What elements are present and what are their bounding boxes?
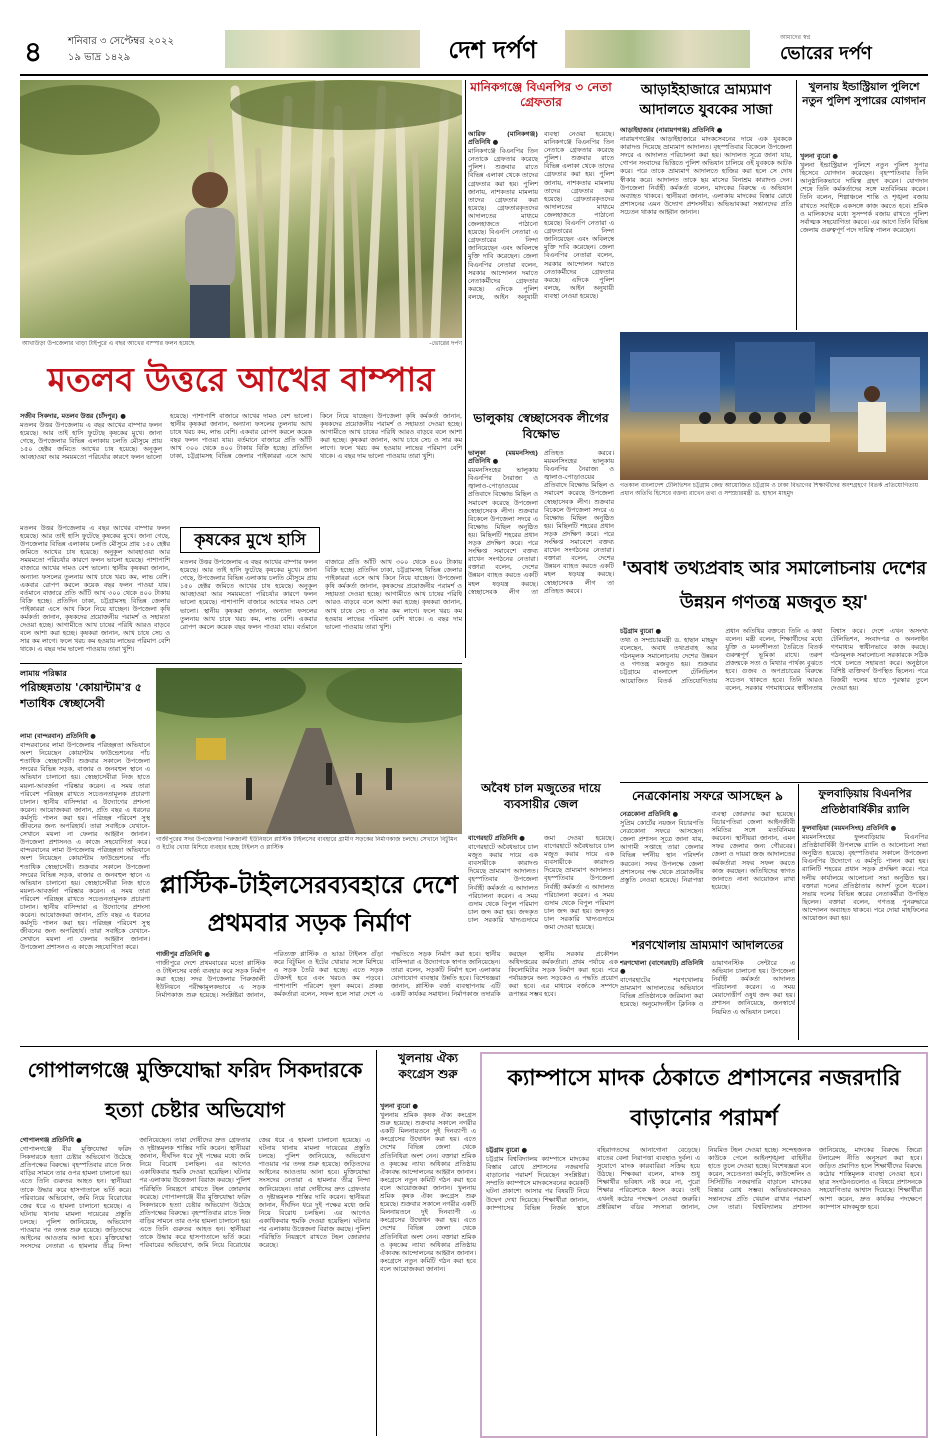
masthead-rule [20, 74, 928, 76]
rule-netro [620, 782, 928, 783]
info-article [620, 627, 928, 777]
lead-headline: মতলব উত্তরে আখের বাম্পার [47, 360, 435, 399]
lead-article-body-3: মতলব উত্তর উপজেলায় এ বছর আখের বাম্পার ফলন হয়েছে। আর তাই হাসি ফুটেছে কৃষকের মুখে। জানা গেছে, উপজেলার বিভিন্ন এলাকায় চলতি মৌসুমে প্রায় ১৫০ হেক্টর জমিতে আখের চাষ হয়েছে। অনুকূল আবহাওয়া আর সময়মতো পরিচর্যার কারণে ফলন ভালো হয়েছে। পাশাপাশি বাজারে আখের দামও বেশ ভালো। স্থানীয় কৃষকরা জানান, অন্যান্য ফসলের তুলনায় আখ চাষে খরচ কম, লাভ বেশি। একবার রোপণ করলে কয়েক বছর ফলন পাওয়া যায়। বর্তমানে বাজারে প্রতি আঁটি আখ ৩০০ থেকে ৪০০ টাকায় বিক্রি হচ্ছে। প্রতিদিন ঢাকা, চট্টগ্রামসহ বিভিন্ন জেলার পাইকাররা এসে আখ কিনে নিয়ে যাচ্ছেন। উপজেলা কৃষি কর্মকর্তা জানান, কৃষকদের প্রয়োজনীয় পরামর্শ ও সহায়তা দেওয়া হচ্ছে। আগামীতে আখ চাষের পরিধি আরও বাড়বে বলে আশা করা হচ্ছে। কৃষকরা জানান, আখ চাষে সেচ ও সার কম লাগে। ফলে খরচ কম হওয়ায় লাভের পরিমাণ বেশি থাকে। এ বছর দাম ভালো পাওয়ায় তারা খুশি। [180, 558, 462, 631]
rice-body: বাগেরহাটে অবৈধভাবে চাল মজুত করার দায়ে এক ব্যবসায়ীকে কারাদণ্ড দিয়েছে ভ্রাম্যমাণ আদালত। বৃহস্পতিবার উপজেলা নির্বাহী কর্মকর্তা এ আদালত পরিচালনা করেন। এ সময় গুদাম থেকে বিপুল পরিমাণ চাল জব্দ করা হয়। জব্দকৃত চাল সরকারি খাদ্যগুদামে জমা দেওয়া হয়েছে। [468, 834, 614, 924]
plastic-headline: প্লাস্টিক-টাইলসেরব্যবহারে দেশে প্রথমবার সড়ক নির্মাণ [159, 870, 459, 937]
bhaluka-article: ভালুকা (ময়মনসিংহ) প্রতিনিধি ● ময়মনসিংহের ভালুকায় বিএনপির নৈরাজ্য ও জ্বালাও-পোড়াওয়ের প্রতিবাদে বিক্ষোভ মিছিল ও সমাবেশ করেছে উপজেলা স্বেচ্ছাসেবক লীগ। শুক্রবার বিকেলে উপজেলা সদরে এ বিক্ষোভ মিছিল অনুষ্ঠিত হয়। মিছিলটি শহরের প্রধান সড়ক প্রদক্ষিণ করে। পরে সংক্ষিপ্ত সমাবেশে বক্তব্য রাখেন সংগঠনের নেতারা। বক্তারা বলেন, দেশের উন্নয়ন ব্যাহত করতে একটি মহল ষড়যন্ত্র করছে। স্বেচ্ছাসেবক লীগ তা প্রতিহত করবে। ময়মনসিংহের ভালুকায় বিএনপির নৈরাজ্য ও জ্বালাও-পোড়াওয়ের প্রতিবাদে বিক্ষোভ মিছিল ও সমাবেশ করেছে উপজেলা স্বেচ্ছাসেবক লীগ। শুক্রবার বিকেলে উপজেলা সদরে এ বিক্ষোভ মিছিল অনুষ্ঠিত হয়। মিছিলটি শহরের প্রধান সড়ক প্রদক্ষিণ করে। পরে সংক্ষিপ্ত সমাবেশে বক্তব্য রাখেন সংগঠনের নেতারা। বক্তারা বলেন, দেশের উন্নয়ন ব্যাহত করতে একটি মহল ষড়যন্ত্র করছে। স্বেচ্ছাসেবক লীগ তা প্রতিহত করবে। [468, 449, 614, 596]
rice-headline: অবৈধ চাল মজুতের দায়ে ব্যবসায়ীর জেল [481, 781, 601, 811]
gopal-article: গোপালগঞ্জ প্রতিনিধি ● গোপালগঞ্জে বীর মুক্তিযোদ্ধা ফরিদ সিকদারকে হত্যা চেষ্টার অভিযোগ উঠেছে প্রতিপক্ষের বিরুদ্ধে। বৃহস্পতিবার রাতে নিজ বাড়ির সামনে তার ওপর হামলা চালানো হয়। এতে তিনি গুরুতর আহত হন। স্থানীয়রা তাকে উদ্ধার করে হাসপাতালে ভর্তি করে। পরিবারের অভিযোগ, জমি নিয়ে বিরোধের জের ধরে এ হামলা চালানো হয়েছে। এ ঘটনায় থানায় মামলা দায়েরের প্রস্তুতি চলছে। পুলিশ জানিয়েছে, অভিযোগ পাওয়ার পর তদন্ত শুরু হয়েছে। জড়িতদের আইনের আওতায় আনা হবে। মুক্তিযোদ্ধা সংসদের নেতারা এ হামলার তীব্র নিন্দা জানিয়েছেন। তারা দোষীদের দ্রুত গ্রেফতার ও দৃষ্টান্তমূলক শাস্তির দাবি করেন। স্থানীয়রা জানান, দীর্ঘদিন ধরে দুই পক্ষের মধ্যে জমি নিয়ে বিরোধ চলছিল। এর আগেও একাধিকবার হুমকি দেওয়া হয়েছিল। ঘটনার পর এলাকায় উত্তেজনা বিরাজ করছে। পুলিশ পরিস্থিতি নিয়ন্ত্রণে রাখতে টহল জোরদার করেছে। গোপালগঞ্জে বীর মুক্তিযোদ্ধা ফরিদ সিকদারকে হত্যা চেষ্টার অভিযোগ উঠেছে প্রতিপক্ষের বিরুদ্ধে। বৃহস্পতিবার রাতে নিজ বাড়ির সামনে তার ওপর হামলা চালানো হয়। এতে তিনি গুরুতর আহত হন। স্থানীয়রা তাকে উদ্ধার করে হাসপাতালে ভর্তি করে। পরিবারের অভিযোগ, জমি নিয়ে বিরোধের জের ধরে এ হামলা চালানো হয়েছে। এ ঘটনায় থানায় মামলা দায়েরের প্রস্তুতি চলছে। পুলিশ জানিয়েছে, অভিযোগ পাওয়ার পর তদন্ত শুরু হয়েছে। জড়িতদের আইনের আওতায় আনা হবে। মুক্তিযোদ্ধা সংসদের নেতারা এ হামলার তীব্র নিন্দা জানিয়েছেন। তারা দোষীদের দ্রুত গ্রেফতার ও দৃষ্টান্তমূলক শাস্তির দাবি করেন। স্থানীয়রা জানান, দীর্ঘদিন ধরে দুই পক্ষের মধ্যে জমি নিয়ে বিরোধ চলছিল। এর আগেও একাধিকবার হুমকি দেওয়া হয়েছিল। ঘটনার পর এলাকায় উত্তেজনা বিরাজ করছে। পুলিশ পরিস্থিতি নিয়ন্ত্রণে রাখতে টহল জোরদার করেছে। [20, 1136, 370, 1251]
col-divider-2 [796, 80, 797, 330]
rice-byline: বাগেরহাট প্রতিনিধি ● [468, 834, 525, 842]
manikganj-article: আরিফ (মানিকগঞ্জ) প্রতিনিধি ● মানিকগঞ্জে বিএনপির তিন নেতাকে গ্রেফতার করেছে পুলিশ। শুক্রবার রাতে বিভিন্ন এলাকা থেকে তাদের গ্রেফতার করা হয়। পুলিশ জানায়, নাশকতার মামলায় তাদের গ্রেফতার করা হয়েছে। গ্রেফতারকৃতদের আদালতের মাধ্যমে জেলহাজতে পাঠানো হয়েছে। বিএনপি নেতারা এ গ্রেফতারের নিন্দা জানিয়েছেন এবং অবিলম্বে মুক্তি দাবি করেছেন। জেলা বিএনপির নেতারা বলেন, সরকার আন্দোলন দমাতে নেতাকর্মীদের গ্রেফতার করছে। এদিকে পুলিশ বলছে, আইন অনুযায়ী ব্যবস্থা নেওয়া হয়েছে। মানিকগঞ্জে বিএনপির তিন নেতাকে গ্রেফতার করেছে পুলিশ। শুক্রবার রাতে বিভিন্ন এলাকা থেকে তাদের গ্রেফতার করা হয়। পুলিশ জানায়, নাশকতার মামলায় তাদের গ্রেফতার করা হয়েছে। গ্রেফতারকৃতদের আদালতের মাধ্যমে জেলহাজতে পাঠানো হয়েছে। বিএনপি নেতারা এ গ্রেফতারের নিন্দা জানিয়েছেন এবং অবিলম্বে মুক্তি দাবি করেছেন। জেলা বিএনপির নেতারা বলেন, সরকার আন্দোলন দমাতে নেতাকর্মীদের গ্রেফতার করছে। এদিকে পুলিশ বলছে, আইন অনুযায়ী ব্যবস্থা নেওয়া হয়েছে। [468, 130, 614, 301]
farmer-figure [185, 172, 235, 338]
netro-article [620, 810, 795, 932]
unity-byline: খুলনা ব্যুরো ● [380, 1102, 418, 1110]
lama-byline: লামা (বান্দরবান) প্রতিনিধি ● [20, 732, 96, 740]
masthead-photo-strip-right [565, 30, 750, 68]
col-divider-1 [465, 80, 466, 658]
info-body: তথ্য ও সম্প্রচারমন্ত্রী ড. হাছান মাহমুদ বলেছেন, অবাধ তথ্যপ্রবাহ আর গঠনমূলক সমালোচনায় দেশের উন্নয়ন ও গণতন্ত্র মজবুত হয়। শুক্রবার চট্টগ্রামে বাংলাদেশ টেলিভিশন আয়োজিত বিতর্ক প্রতিযোগিতায় প্রধান অতিথির বক্তব্যে তিনি এ কথা বলেন। মন্ত্রী বলেন, শিক্ষার্থীদের মধ্যে যুক্তি ও মননশীলতা তৈরিতে বিতর্ক গুরুত্বপূর্ণ ভূমিকা রাখে। তরুণ প্রজন্মকে সত্য ও মিথ্যার পার্থক্য বুঝতে হবে। গুজব ও অপপ্রচারের বিরুদ্ধে সচেতন থাকতে হবে। তিনি আরও বলেন, সরকার গণমাধ্যমের স্বাধীনতায় বিশ্বাস করে। দেশে এখন অসংখ্য টেলিভিশন, সংবাদপত্র ও অনলাইন গণমাধ্যম স্বাধীনভাবে কাজ করছে। গঠনমূলক সমালোচনা সরকারকে সঠিক পথে চলতে সহায়তা করে। অনুষ্ঠানে বিশিষ্ট ব্যক্তিবর্গ উপস্থিত ছিলেন। পরে বিজয়ী দলের হাতে পুরস্কার তুলে দেওয়া হয়। [620, 627, 928, 692]
campus-box [480, 1052, 928, 1438]
bhaluka-headline: ভালুকায় স্বেচ্ছাসেবক লীগের বিক্ষোভ [473, 411, 609, 441]
fulbaria-headline: ফুলবাড়িয়ায় বিএনপির প্রতিষ্ঠাবার্ষিকীর র‍্যালি [818, 788, 912, 816]
info-byline: চট্টগ্রাম ব্যুরো ● [620, 627, 662, 635]
manikganj-byline: আরিফ (মানিকগঞ্জ) প্রতিনিধি ● [468, 130, 538, 147]
road-scene [156, 668, 462, 834]
campus-headline: ক্যাম্পাসে মাদক ঠেকাতে প্রশাসনের নজরদারি বাড়ানোর পরামর্শ [507, 1065, 901, 1131]
fulbaria-article [802, 824, 928, 1040]
lead-body-text: মতলব উত্তর উপজেলায় এ বছর আখের বাম্পার ফলন হয়েছে। আর তাই হাসি ফুটেছে কৃষকের মুখে। জানা গেছে, উপজেলার বিভিন্ন এলাকায় চলতি মৌসুমে প্রায় ১৫০ হেক্টর জমিতে আখের চাষ হয়েছে। অনুকূল আবহাওয়া আর সময়মতো পরিচর্যার কারণে ফলন ভালো হয়েছে। পাশাপাশি বাজারে আখের দামও বেশ ভালো। স্থানীয় কৃষকরা জানান, অন্যান্য ফসলের তুলনায় আখ চাষে খরচ কম, লাভ বেশি। একবার রোপণ করলে কয়েক বছর ফলন পাওয়া যায়। বর্তমানে বাজারে প্রতি আঁটি আখ ৩০০ থেকে ৪০০ টাকায় বিক্রি হচ্ছে। প্রতিদিন ঢাকা, চট্টগ্রামসহ বিভিন্ন জেলার পাইকাররা এসে আখ কিনে নিয়ে যাচ্ছেন। উপজেলা কৃষি কর্মকর্তা জানান, কৃষকদের প্রয়োজনীয় পরামর্শ ও সহায়তা দেওয়া হচ্ছে। আগামীতে আখ চাষের পরিধি আরও বাড়বে বলে আশা করা হচ্ছে। কৃষকরা জানান, আখ চাষে সেচ ও সার কম লাগে। ফলে খরচ কম হওয়ায় লাভের পরিমাণ বেশি থাকে। এ বছর দাম ভালো পাওয়ায় তারা খুশি। [20, 412, 462, 462]
lama-headline: পরিচ্ছন্নতায় 'কোয়ান্টাম'র ৫ শতাধিক স্বেচ্ছাসেবী [20, 681, 142, 710]
araihazar-byline: আড়াইহাজার (নারায়ণগঞ্জ) প্রতিনিধি ● [620, 126, 723, 134]
unity-article: খুলনা ব্যুরো ● খুলনায় শ্রমিক কৃষক ঐক্য কংগ্রেস শুরু হয়েছে। শুক্রবার সকালে নগরীর একটি মিলনায়তনে দুই দিনব্যাপী এ কংগ্রেসের উদ্বোধন করা হয়। এতে দেশের বিভিন্ন জেলা থেকে প্রতিনিধিরা অংশ নেন। বক্তারা শ্রমিক ও কৃষকের ন্যায্য অধিকার প্রতিষ্ঠায় ঐক্যবদ্ধ আন্দোলনের আহ্বান জানান। কংগ্রেসে নতুন কমিটি গঠন করা হবে বলে আয়োজকরা জানান। খুলনায় শ্রমিক কৃষক ঐক্য কংগ্রেস শুরু হয়েছে। শুক্রবার সকালে নগরীর একটি মিলনায়তনে দুই দিনব্যাপী এ কংগ্রেসের উদ্বোধন করা হয়। এতে দেশের বিভিন্ন জেলা থেকে প্রতিনিধিরা অংশ নেন। বক্তারা শ্রমিক ও কৃষকের ন্যায্য অধিকার প্রতিষ্ঠায় ঐক্যবদ্ধ আন্দোলনের আহ্বান জানান। কংগ্রেসে নতুন কমিটি গঠন করা হবে বলে আয়োজকরা জানান। [380, 1102, 476, 1273]
gopal-headline: গোপালগঞ্জে মুক্তিযোদ্ধা ফরিদ সিকদারকে হত্যা চেষ্টার অভিযোগ [27, 1058, 363, 1122]
section-title: দেশ দর্পণ [448, 35, 537, 64]
sharan-headline: শরণখোলায় ভ্রাম্যমাণ আদালতের [631, 938, 784, 952]
rule-lama [20, 663, 462, 664]
khulna-police-headline: খুলনায় ইন্ডাস্ট্রিয়াল পুলিশে নতুন পুলিশ সুপারের যোগদান [802, 81, 926, 107]
debate-photo [620, 332, 928, 480]
paper-logo: ভোরের দর্পণ [780, 43, 872, 64]
road-photo [156, 668, 462, 834]
col-divider-4 [376, 1050, 377, 1436]
lama-kicker: লামায় পরিষ্কার [20, 669, 67, 678]
netro-headline: নেত্রকোনায় সফরে আসছেন ৯ [632, 788, 783, 803]
debate-stage [620, 332, 928, 480]
campus-body: চট্টগ্রাম বিশ্ববিদ্যালয় ক্যাম্পাসে মাদকের বিস্তার রোধে প্রশাসনের নজরদারি বাড়ানোর পরামর্শ দিয়েছেন সংশ্লিষ্টরা। সম্প্রতি ক্যাম্পাসে মাদকসেবনের কয়েকটি ঘটনা প্রকাশ্যে আসার পর বিষয়টি নিয়ে উদ্বেগ দেখা দিয়েছে। শিক্ষার্থীরা জানান, ক্যাম্পাসের বিভিন্ন নির্জন স্থানে বহিরাগতদের আনাগোনা বেড়েছে। রাতের বেলা নিরাপত্তা ব্যবস্থাও দুর্বল। এ সুযোগে মাদক কারবারিরা সক্রিয় হয়ে উঠছে। শিক্ষকরা বলেন, মাদক শুধু শিক্ষার্থীর ভবিষ্যৎ নষ্ট করে না, পুরো শিক্ষার পরিবেশকে ধ্বংস করে। তাই এখনই কঠোর পদক্ষেপ নেওয়া জরুরি। প্রক্টরিয়াল বডির সদস্যরা জানান, নিয়মিত টহল দেওয়া হচ্ছে। সন্দেহজনক কাউকে পেলে আইনশৃঙ্খলা বাহিনীর হাতে তুলে দেওয়া হচ্ছে। বিশেষজ্ঞরা মনে করেন, সচেতনতা কর্মসূচি, কাউন্সেলিং ও সিসিটিভি নজরদারি বাড়ালে মাদকের বিস্তার রোধ সম্ভব। অভিভাবকদেরও সন্তানদের প্রতি খেয়াল রাখার পরামর্শ দেন তারা। বিশ্ববিদ্যালয় প্রশাসন জানিয়েছে, মাদকের বিরুদ্ধে জিরো টলারেন্স নীতি অনুসরণ করা হবে। জড়িত প্রমাণিত হলে শিক্ষার্থীদের বিরুদ্ধে কঠোর শাস্তিমূলক ব্যবস্থা নেওয়া হবে। ছাত্র সংগঠনগুলোও এ বিষয়ে প্রশাসনকে সহযোগিতার আশ্বাস দিয়েছে। শিক্ষার্থীরা আশা করেন, দ্রুত কার্যকর পদক্ষেপে ক্যাম্পাস মাদকমুক্ত হবে। [486, 1146, 922, 1212]
manikganj-headline: মানিকগঞ্জে বিএনপির ৩ নেতা গ্রেফতার [470, 80, 612, 109]
campus-article [486, 1146, 922, 1432]
rice-article: বাগেরহাট প্রতিনিধি ● বাগেরহাটে অবৈধভাবে চাল মজুত করার দায়ে এক ব্যবসায়ীকে কারাদণ্ড দিয়েছে ভ্রাম্যমাণ আদালত। বৃহস্পতিবার উপজেলা নির্বাহী কর্মকর্তা এ আদালত পরিচালনা করেন। এ সময় গুদাম থেকে বিপুল পরিমাণ চাল জব্দ করা হয়। জব্দকৃত চাল সরকারি খাদ্যগুদামে জমা দেওয়া হয়েছে। বাগেরহাটে অবৈধভাবে চাল মজুত করার দায়ে এক ব্যবসায়ীকে কারাদণ্ড দিয়েছে ভ্রাম্যমাণ আদালত। বৃহস্পতিবার উপজেলা নির্বাহী কর্মকর্তা এ আদালত পরিচালনা করেন। এ সময় গুদাম থেকে বিপুল পরিমাণ চাল জব্দ করা হয়। জব্দকৃত চাল সরকারি খাদ্যগুদামে জমা দেওয়া হয়েছে। [468, 834, 614, 932]
sugarcane-photo [20, 80, 462, 338]
bhaluka-byline: ভালুকা (ময়মনসিংহ) প্রতিনিধি ● [468, 449, 538, 466]
netro-body: সুপ্রিম কোর্টের নয়জন বিচারপতি নেত্রকোনা সফরে আসছেন। জেলা প্রশাসন সূত্রে জানা যায়, আগামী সপ্তাহে তারা জেলার বিভিন্ন দর্শনীয় স্থান পরিদর্শন করবেন। সফর উপলক্ষে জেলা প্রশাসনের পক্ষ থেকে প্রয়োজনীয় প্রস্তুতি নেওয়া হয়েছে। নিরাপত্তা ব্যবস্থা জোরদার করা হয়েছে। বিচারপতিরা জেলা আইনজীবী সমিতির সঙ্গে মতবিনিময় করবেন। স্থানীয়রা জানান, এমন সফর জেলার জন্য গৌরবের। জেলা ও দায়রা জজ আদালতের কর্মকর্তারা সফর সফল করতে কাজ করছেন। অতিথিদের স্বাগত জানাতে নানা আয়োজন রাখা হয়েছে। [620, 810, 795, 891]
road-caption: গাজীপুরের সদর উপজেলার পিরুজালী ইউনিয়নে প্লাস্টিক টাইলসের ব্যবহারে গ্রামীণ সড়কের নির্মাণকাজ চলছে। সেখানে বিটুমিন ও ইটের খোয়া মিশিয়ে ব্যবহার হচ্ছে টাইলস ও প্লাস্টিক [156, 836, 458, 851]
date-line-2: ১৯ ভাদ্র ১৪২৯ [68, 52, 131, 63]
sugarcane-stalks [20, 80, 462, 338]
fulbaria-byline: ফুলবাড়িয়া (ময়মনসিংহ) প্রতিনিধি ● [802, 824, 897, 832]
plastic-body: গাজীপুরে দেশে প্রথমবারের মতো প্লাস্টিক ও টাইলসের বর্জ্য ব্যবহার করে সড়ক নির্মাণ করা হচ্ছে। সদর উপজেলার পিরুজালী ইউনিয়নে পরীক্ষামূলকভাবে এ সড়ক নির্মাণকাজ শুরু হয়েছে। সংশ্লিষ্টরা জানান, পরিত্যক্ত প্লাস্টিক ও ভাঙা টাইলস গুঁড়া করে বিটুমিন ও ইটের খোয়ার সঙ্গে মিশিয়ে এ সড়ক তৈরি করা হচ্ছে। এতে সড়ক টেকসই হবে এবং খরচও কম পড়বে। পাশাপাশি পরিবেশ দূষণ কমবে। প্রকল্প কর্মকর্তারা বলেন, সফল হলে সারা দেশে এ পদ্ধতিতে সড়ক নির্মাণ করা হবে। স্থানীয় বাসিন্দারা এ উদ্যোগকে স্বাগত জানিয়েছেন। তারা বলেন, সড়কটি নির্মাণ হলে এলাকার যোগাযোগ ব্যবস্থার উন্নতি হবে। বিশেষজ্ঞরা জানান, প্লাস্টিক বর্জ্য ব্যবস্থাপনায় এটি একটি কার্যকর সমাধান। নির্মাণকাজ তদারকি করছেন স্থানীয় সরকার প্রকৌশল অধিদপ্তরের কর্মকর্তারা। প্রথম পর্যায়ে এক কিলোমিটার সড়ক নির্মাণ করা হবে। পরে পর্যায়ক্রমে অন্য সড়কেও এ পদ্ধতি প্রয়োগ করা হবে। এর মাধ্যমে বর্জ্যকে সম্পদে রূপান্তর সম্ভব হবে। [156, 950, 618, 1000]
araihazar-body: নারায়ণগঞ্জের আড়াইহাজারে মাদকসেবনের দায়ে এক যুবককে কারাদণ্ড দিয়েছে ভ্রাম্যমাণ আদালত। বৃহস্পতিবার বিকেলে উপজেলা সদরে এ আদালত পরিচালনা করা হয়। আদালত সূত্রে জানা যায়, গোপন সংবাদের ভিত্তিতে পুলিশ অভিযান চালিয়ে ওই যুবককে আটক করে। পরে তাকে ভ্রাম্যমাণ আদালতে হাজির করা হলে সে দোষ স্বীকার করে। আদালত তাকে ছয় মাসের বিনাশ্রম কারাদণ্ড দেন। উপজেলা নির্বাহী কর্মকর্তা বলেন, মাদকের বিরুদ্ধে এ অভিযান অব্যাহত থাকবে। স্থানীয়রা জানান, এলাকায় মাদকের বিস্তার রোধে প্রশাসনের এমন উদ্যোগ প্রশংসনীয়। অভিভাবকরা সন্তানদের প্রতি সচেতন থাকার আহ্বান জানান। [620, 135, 792, 216]
araihazar-article [620, 126, 792, 326]
masthead [20, 28, 928, 72]
gopal-body: গোপালগঞ্জে বীর মুক্তিযোদ্ধা ফরিদ সিকদারকে হত্যা চেষ্টার অভিযোগ উঠেছে প্রতিপক্ষের বিরুদ্ধে। বৃহস্পতিবার রাতে নিজ বাড়ির সামনে তার ওপর হামলা চালানো হয়। এতে তিনি গুরুতর আহত হন। স্থানীয়রা তাকে উদ্ধার করে হাসপাতালে ভর্তি করে। পরিবারের অভিযোগ, জমি নিয়ে বিরোধের জের ধরে এ হামলা চালানো হয়েছে। এ ঘটনায় থানায় মামলা দায়েরের প্রস্তুতি চলছে। পুলিশ জানিয়েছে, অভিযোগ পাওয়ার পর তদন্ত শুরু হয়েছে। জড়িতদের আইনের আওতায় আনা হবে। মুক্তিযোদ্ধা সংসদের নেতারা এ হামলার তীব্র নিন্দা জানিয়েছেন। তারা দোষীদের দ্রুত গ্রেফতার ও দৃষ্টান্তমূলক শাস্তির দাবি করেন। স্থানীয়রা জানান, দীর্ঘদিন ধরে দুই পক্ষের মধ্যে জমি নিয়ে বিরোধ চলছিল। এর আগেও একাধিকবার হুমকি দেওয়া হয়েছিল। ঘটনার পর এলাকায় উত্তেজনা বিরাজ করছে। পুলিশ পরিস্থিতি নিয়ন্ত্রণে রাখতে টহল জোরদার করেছে। [20, 1136, 251, 1251]
lead-article-body-2: মতলব উত্তর উপজেলায় এ বছর আখের বাম্পার ফলন হয়েছে। আর তাই হাসি ফুটেছে কৃষকের মুখে। জানা গেছে, উপজেলার বিভিন্ন এলাকায় চলতি মৌসুমে প্রায় ১৫০ হেক্টর জমিতে আখের চাষ হয়েছে। অনুকূল আবহাওয়া আর সময়মতো পরিচর্যার কারণে ফলন ভালো হয়েছে। পাশাপাশি বাজারে আখের দামও বেশ ভালো। স্থানীয় কৃষকরা জানান, অন্যান্য ফসলের তুলনায় আখ চাষে খরচ কম, লাভ বেশি। একবার রোপণ করলে কয়েক বছর ফলন পাওয়া যায়। বর্তমানে বাজারে প্রতি আঁটি আখ ৩০০ থেকে ৪০০ টাকায় বিক্রি হচ্ছে। প্রতিদিন ঢাকা, চট্টগ্রামসহ বিভিন্ন জেলার পাইকাররা এসে আখ কিনে নিয়ে যাচ্ছেন। উপজেলা কৃষি কর্মকর্তা জানান, কৃষকদের প্রয়োজনীয় পরামর্শ ও সহায়তা দেওয়া হচ্ছে। আগামীতে আখ চাষের পরিধি আরও বাড়বে বলে আশা করা হচ্ছে। কৃষকরা জানান, আখ চাষে সেচ ও সার কম লাগে। ফলে খরচ কম হওয়ায় লাভের পরিমাণ বেশি থাকে। এ বছর দাম ভালো পাওয়ায় তারা খুশি। [20, 524, 170, 654]
masthead-photo-strip-left [225, 30, 420, 68]
page-number: ৪ [24, 35, 43, 68]
unity-body: খুলনায় শ্রমিক কৃষক ঐক্য কংগ্রেস শুরু হয়েছে। শুক্রবার সকালে নগরীর একটি মিলনায়তনে দুই দিনব্যাপী এ কংগ্রেসের উদ্বোধন করা হয়। এতে দেশের বিভিন্ন জেলা থেকে প্রতিনিধিরা অংশ নেন। বক্তারা শ্রমিক ও কৃষকের ন্যায্য অধিকার প্রতিষ্ঠায় ঐক্যবদ্ধ আন্দোলনের আহ্বান জানান। কংগ্রেসে নতুন কমিটি গঠন করা হবে বলে আয়োজকরা জানান। [380, 1111, 476, 1192]
lead-photo-caption: আখাউড়া উপজেলার খাড়া টাইপুরে এ বছর আখের বাম্পার ফলন হয়েছে [22, 340, 195, 347]
lead-article-body [20, 412, 462, 522]
unity-headline: খুলনায় ঐক্য কংগ্রেস শুরু [397, 1051, 459, 1081]
campus-byline: চট্টগ্রাম ব্যুরো ● [486, 1146, 528, 1154]
paper-tagline: আমাদের স্বপ্ন [780, 34, 811, 41]
rule-bottom [20, 1046, 928, 1047]
araihazar-headline: আড়াইহাজারে ভ্রাম্যমাণ আদালতে যুবকের সাজা [639, 82, 773, 118]
khulna-police-body: খুলনা ইন্ডাস্ট্রিয়াল পুলিশে নতুন পুলিশ সুপার হিসেবে যোগদান করেছেন। বৃহস্পতিবার তিনি আনুষ্ঠানিকভাবে দায়িত্ব গ্রহণ করেন। যোগদান শেষে তিনি কর্মকর্তাদের সঙ্গে মতবিনিময় করেন। তিনি বলেন, শিল্পাঞ্চলে শান্তি ও শৃঙ্খলা বজায় রাখতে সবাইকে একসঙ্গে কাজ করতে হবে। শ্রমিক ও মালিকদের মধ্যে সুসম্পর্ক বজায় রাখতে পুলিশ সর্বাত্মক সহযোগিতা করবে। এর আগে তিনি বিভিন্ন জেলায় গুরুত্বপূর্ণ পদে দায়িত্ব পালন করেছেন। [800, 161, 928, 234]
debate-caption: গতকাল বাংলাদেশ টেলিভিশন চট্টগ্রাম কেন্দ্র আয়োজিত চট্টগ্রাম ও ঢাকা বিভাগের শিক্ষার্থীদের অংশগ্রহণে বিতর্ক প্রতিযোগিতায় প্রধান অতিথি হিসেবে বক্তব্য রাখেন তথ্য ও সম্প্রচারমন্ত্রী ড. হাছান মাহমুদ [620, 482, 918, 497]
date-line-1: শনিবার ৩ সেপ্টেম্বর ২০২২ [68, 36, 174, 47]
lama-article: লামা (বান্দরবান) প্রতিনিধি ● বান্দরবানের লামা উপজেলায় পরিচ্ছন্নতা অভিযানে অংশ নিয়েছেন কোয়ান্টাম ফাউন্ডেশনের পাঁচ শতাধিক স্বেচ্ছাসেবী। শুক্রবার সকালে উপজেলা সদরের বিভিন্ন সড়ক, বাজার ও জনবহুল স্থানে এ অভিযান চালানো হয়। স্বেচ্ছাসেবীরা নিজ হাতে ময়লা-আবর্জনা পরিষ্কার করেন। এ সময় তারা পরিবেশ পরিচ্ছন্ন রাখতে সচেতনতামূলক প্রচারণা চালান। স্থানীয় বাসিন্দারা এ উদ্যোগের প্রশংসা করেন। আয়োজকরা জানান, প্রতি বছর এ ধরনের কর্মসূচি পালন করা হয়। পরিচ্ছন্ন পরিবেশ সুস্থ জীবনের জন্য অপরিহার্য। তারা সবাইকে যেখানে-সেখানে ময়লা না ফেলার আহ্বান জানান। উপজেলা প্রশাসনও এ কাজে সহযোগিতা করে। বান্দরবানের লামা উপজেলায় পরিচ্ছন্নতা অভিযানে অংশ নিয়েছেন কোয়ান্টাম ফাউন্ডেশনের পাঁচ শতাধিক স্বেচ্ছাসেবী। শুক্রবার সকালে উপজেলা সদরের বিভিন্ন সড়ক, বাজার ও জনবহুল স্থানে এ অভিযান চালানো হয়। স্বেচ্ছাসেবীরা নিজ হাতে ময়লা-আবর্জনা পরিষ্কার করেন। এ সময় তারা পরিবেশ পরিচ্ছন্ন রাখতে সচেতনতামূলক প্রচারণা চালান। স্থানীয় বাসিন্দারা এ উদ্যোগের প্রশংসা করেন। আয়োজকরা জানান, প্রতি বছর এ ধরনের কর্মসূচি পালন করা হয়। পরিচ্ছন্ন পরিবেশ সুস্থ জীবনের জন্য অপরিহার্য। তারা সবাইকে যেখানে-সেখানে ময়লা না ফেলার আহ্বান জানান। উপজেলা প্রশাসনও এ কাজে সহযোগিতা করে। [20, 732, 150, 952]
netro-byline: নেত্রকোনা প্রতিনিধি ● [620, 810, 679, 818]
lead-photo-credit: -ভোরের দর্পণ [429, 340, 462, 347]
info-headline: 'অবাধ তথ্যপ্রবাহ আর সমালোচনায় দেশের উন্নয়ন গণতন্ত্র মজবুত হয়' [621, 558, 927, 613]
manikganj-body: মানিকগঞ্জে বিএনপির তিন নেতাকে গ্রেফতার করেছে পুলিশ। শুক্রবার রাতে বিভিন্ন এলাকা থেকে তাদের গ্রেফতার করা হয়। পুলিশ জানায়, নাশকতার মামলায় তাদের গ্রেফতার করা হয়েছে। গ্রেফতারকৃতদের আদালতের মাধ্যমে জেলহাজতে পাঠানো হয়েছে। বিএনপি নেতারা এ গ্রেফতারের নিন্দা জানিয়েছেন এবং অবিলম্বে মুক্তি দাবি করেছেন। জেলা বিএনপির নেতারা বলেন, সরকার আন্দোলন দমাতে নেতাকর্মীদের গ্রেফতার করছে। এদিকে পুলিশ বলছে, আইন অনুযায়ী ব্যবস্থা নেওয়া হয়েছে। [468, 130, 614, 301]
khulna-police-article [800, 152, 928, 328]
bhaluka-body: ময়মনসিংহের ভালুকায় বিএনপির নৈরাজ্য ও জ্বালাও-পোড়াওয়ের প্রতিবাদে বিক্ষোভ মিছিল ও সমাবেশ করেছে উপজেলা স্বেচ্ছাসেবক লীগ। শুক্রবার বিকেলে উপজেলা সদরে এ বিক্ষোভ মিছিল অনুষ্ঠিত হয়। মিছিলটি শহরের প্রধান সড়ক প্রদক্ষিণ করে। পরে সংক্ষিপ্ত সমাবেশে বক্তব্য রাখেন সংগঠনের নেতারা। বক্তারা বলেন, দেশের উন্নয়ন ব্যাহত করতে একটি মহল ষড়যন্ত্র করছে। স্বেচ্ছাসেবক লীগ তা প্রতিহত করবে। [468, 449, 614, 596]
lead-byline: সজীব সিকদার, মতলব উত্তর (চাঁদপুর) ● [20, 412, 126, 420]
gopal-byline: গোপালগঞ্জ প্রতিনিধি ● [20, 1136, 82, 1144]
plastic-byline: গাজীপুর প্রতিনিধি ● [156, 950, 210, 958]
plastic-article [156, 950, 618, 1042]
sharan-byline: শরণখোলা (বাগেরহাট) প্রতিনিধি ● [620, 959, 704, 976]
fulbaria-body: ময়মনসিংহের ফুলবাড়িয়ায় বিএনপির প্রতিষ্ঠাবার্ষিকী উপলক্ষে র‍্যালি ও আলোচনা সভা অনুষ্ঠিত হয়েছে। বৃহস্পতিবার সকালে উপজেলা বিএনপির উদ্যোগে এ কর্মসূচি পালন করা হয়। র‍্যালিটি শহরের প্রধান সড়ক প্রদক্ষিণ করে। পরে দলীয় কার্যালয়ে আলোচনা সভা অনুষ্ঠিত হয়। বক্তারা দলের প্রতিষ্ঠাতার আদর্শ তুলে ধরেন। সভায় দলের বিভিন্ন স্তরের নেতাকর্মীরা উপস্থিত ছিলেন। বক্তারা বলেন, গণতন্ত্র পুনরুদ্ধারে আন্দোলন অব্যাহত থাকবে। পরে দোয়া মাহফিলের আয়োজন করা হয়। [802, 833, 928, 923]
khulna-police-byline: খুলনা ব্যুরো ● [800, 152, 838, 160]
lama-body: বান্দরবানের লামা উপজেলায় পরিচ্ছন্নতা অভিযানে অংশ নিয়েছেন কোয়ান্টাম ফাউন্ডেশনের পাঁচ শতাধিক স্বেচ্ছাসেবী। শুক্রবার সকালে উপজেলা সদরের বিভিন্ন সড়ক, বাজার ও জনবহুল স্থানে এ অভিযান চালানো হয়। স্বেচ্ছাসেবীরা নিজ হাতে ময়লা-আবর্জনা পরিষ্কার করেন। এ সময় তারা পরিবেশ পরিচ্ছন্ন রাখতে সচেতনতামূলক প্রচারণা চালান। স্থানীয় বাসিন্দারা এ উদ্যোগের প্রশংসা করেন। আয়োজকরা জানান, প্রতি বছর এ ধরনের কর্মসূচি পালন করা হয়। পরিচ্ছন্ন পরিবেশ সুস্থ জীবনের জন্য অপরিহার্য। তারা সবাইকে যেখানে-সেখানে ময়লা না ফেলার আহ্বান জানান। উপজেলা প্রশাসনও এ কাজে সহযোগিতা করে। [20, 741, 150, 847]
sharan-article [620, 959, 795, 1039]
lead-subheadline-box [180, 527, 320, 553]
lead-subheadline: কৃষকের মুখে হাসি [194, 530, 306, 549]
col-divider-3 [798, 784, 799, 1040]
sharan-body: বাগেরহাটের শরণখোলায় ভ্রাম্যমাণ আদালতের অভিযানে বিভিন্ন প্রতিষ্ঠানকে জরিমানা করা হয়েছে। অনুমোদনহীন ক্লিনিক ও ডায়াগনস্টিক সেন্টারে এ অভিযান চালানো হয়। উপজেলা নির্বাহী কর্মকর্তা আদালত পরিচালনা করেন। এ সময় মেয়াদোত্তীর্ণ ওষুধ জব্দ করা হয়। প্রশাসন জানিয়েছে, জনস্বার্থে নিয়মিত এ অভিযান চলবে। [620, 959, 795, 1016]
